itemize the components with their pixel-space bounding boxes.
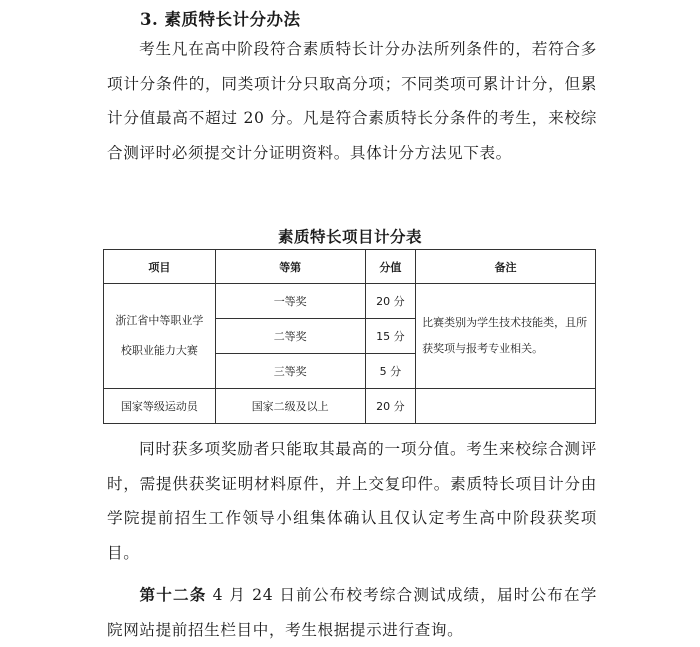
level-cell: 二等奖 [215, 319, 365, 354]
header-item: 项目 [104, 250, 216, 284]
score-table [103, 249, 596, 424]
score-cell: 20 分 [365, 284, 415, 319]
header-note: 备注 [416, 250, 596, 284]
competition-name-cell [104, 284, 216, 389]
header-level: 等第 [215, 250, 365, 284]
section-heading: 3. 素质特长计分办法 [140, 10, 301, 29]
article-twelve-paragraph [107, 578, 597, 647]
score-cell: 5 分 [365, 354, 415, 389]
score-cell: 20 分 [365, 389, 415, 424]
article-text: 4 月 24 日前公布校考综合测试成绩，届时公布在学院网站提前招生栏目中，考生根据提示进行查询。 [107, 586, 597, 639]
level-cell: 三等奖 [215, 354, 365, 389]
competition-note-cell: 比赛类别为学生技术技能类，且所获奖项与报考专业相关。 [416, 284, 596, 389]
table-header-row [104, 250, 596, 284]
table-row [104, 284, 596, 319]
competition-name: 浙江省中等职业学校职业能力大赛 [115, 314, 204, 357]
scoring-rules-text: 考生凡在高中阶段符合素质特长计分办法所列条件的，若符合多项计分条件的，同类项计分只取高分项；不同类项可累计计分，但累计分值最高不超过 20 分。凡是符合素质特长分条件的考生，来校综合测评时必须提交计分证明资料。具体计分方法见下表。 [107, 40, 597, 162]
header-score: 分值 [365, 250, 415, 284]
article-label: 第十二条 [139, 585, 207, 604]
table-row [104, 389, 596, 424]
athlete-name-cell: 国家等级运动员 [104, 389, 216, 424]
athlete-note-cell [416, 389, 596, 424]
score-cell: 15 分 [365, 319, 415, 354]
level-cell: 一等奖 [215, 284, 365, 319]
level-cell: 国家二级及以上 [215, 389, 365, 424]
award-rules-paragraph [107, 432, 597, 570]
scoring-rules-paragraph [107, 32, 597, 170]
table-title: 素质特长项目计分表 [277, 227, 422, 246]
award-rules-text: 同时获多项奖励者只能取其最高的一项分值。考生来校综合测评时，需提供获奖证明材料原件，并上交复印件。素质特长项目计分由学院提前招生工作领导小组集体确认且仅认定考生高中阶段获奖项目。 [107, 440, 597, 562]
